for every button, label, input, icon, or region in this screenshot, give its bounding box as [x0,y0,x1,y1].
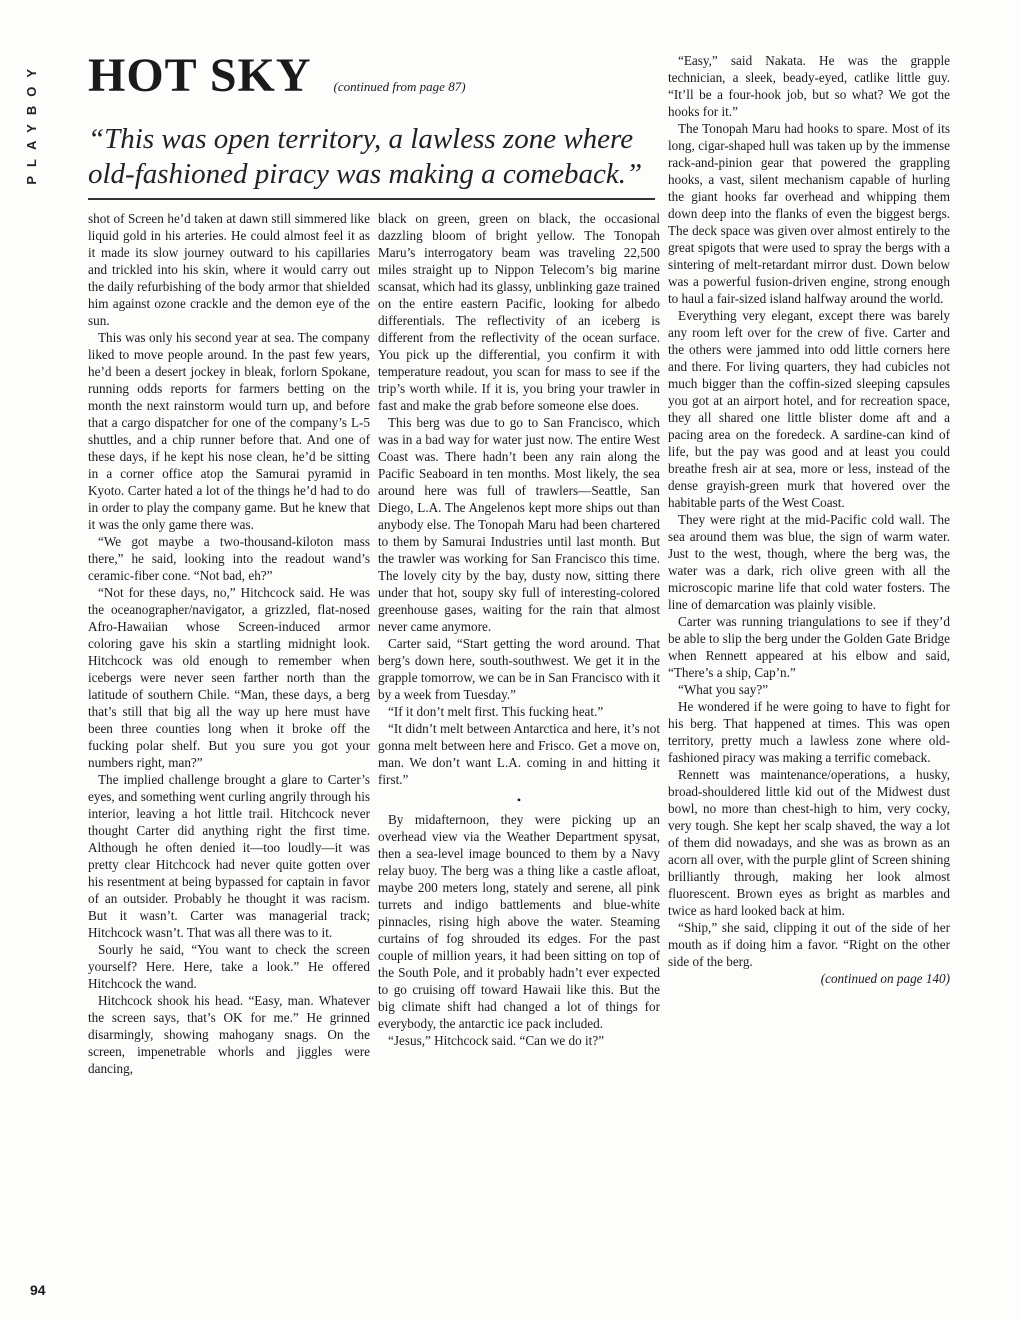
paragraph: Hitchcock shook his head. “Easy, man. Whatever the screen says, that’s OK for me.” He grinned disarmingly, showing mahogany snags. On the screen, impenetrable whorls and jiggles were dancing, [88,993,370,1076]
article-title: HOT SKY [88,49,312,102]
paragraph: “Easy,” said Nakata. He was the grapple technician, a sleek, beady-eyed, catlike little guy. “It’ll be a four-hook job, but so what? We got the hooks for it.” [668,53,950,119]
column-3 [668,52,950,987]
paragraph: “It didn’t melt between Antarctica and here, it’s not gonna melt between here and Frisco. Get a move on, man. We don’t want L.A. coming in and hitting it first.” [378,721,660,787]
section-break-dingbat: • [516,793,522,807]
page-number: 94 [30,1282,46,1298]
paragraph: Carter said, “Start getting the word around. That berg’s down here, south-southwest. We get it in the grapple tomorrow, we can be in San Francisco with it by a week from Tuesday.” [378,636,660,702]
column-2 [378,210,660,1049]
paragraph: Carter was running triangulations to see if they’d be able to slip the berg under the Golden Gate Bridge when Rennett appeared at his elbow and said, “There’s a ship, Cap’n.” [668,614,950,680]
paragraph: “We got maybe a two-thousand-kiloton mass there,” he said, looking into the readout wand’s ceramic-fiber cone. “Not bad, eh?” [88,534,370,583]
paragraph: He wondered if he were going to have to fight for his berg. That happened at times. This was open territory, pretty much a lawless zone where old-fashioned piracy was making a terrific comeback. [668,699,950,765]
paragraph: The implied challenge brought a glare to Carter’s eyes, and something went curling angrily through his interior, leaving a hot little trail. Hitchcock never thought Carter did anything right the first time. Although he often denied it—too loudly—it was pretty clear Hitchcock had never quite gotten over his resentment at being bypassed for captain in favor of an outsider. Probably he thought it was racism. But it wasn’t. Carter was managerial track; Hitchcock wasn’t. That was all there was to it. [88,772,370,940]
paragraph: This berg was due to go to San Francisco, which was in a bad way for water just now. The entire West Coast was. There hadn’t been any rain along the Pacific Seaboard in ten months. Most likely, the sea around here was full of trawlers—Seattle, San Diego, L.A. The Angelenos kept more ships out than anybody else. The Tonopah Maru had been chartered to them by Samurai Industries until last month. But the trawler was working for San Francisco this time. The lovely city by the bay, dusty now, sitting there under that hot, soupy sky full of interesting-colored greenhouse gases, waiting for the rain that almost never came anymore. [378,415,660,634]
paragraph: “Jesus,” Hitchcock said. “Can we do it?” [388,1033,605,1048]
magazine-name: PLAYBOY [24,60,39,185]
column-1 [88,210,370,1077]
paragraph: This was only his second year at sea. The company liked to move people around. In the past few years, he’d been a desert jockey in bleak, forlorn Spokane, running odds reports for farmers betting on the month the next rainstorm would turn up, and before that a cargo dispatcher for one of the company’s L-5 shuttles, and a chip runner before that. And one of these days, if he kept his nose clean, he’d be sitting in a corner office atop the Samurai pyramid in Kyoto. Carter hated a lot of the things he’d had to do in order to play the company game. But he knew that it was the only game there was. [88,330,370,532]
title-row [88,49,648,102]
divider-rule [88,198,655,200]
paragraph: shot of Screen he’d taken at dawn still simmered like liquid gold in his arteries. He could almost feel it as it made its slow journey outward to his capillaries and trickled into his skin, where it would carry out the daily refurbishing of the body armor that shielded him against ozone crackle and the demon eye of the sun. [88,211,370,328]
paragraph: “What you say?” [678,682,769,697]
pull-quote: “This was open territory, a lawless zone where old-fashioned piracy was making a comeback.” [88,123,643,190]
paragraph: “Not for these days, no,” Hitchcock said. He was the oceanographer/navigator, a grizzled, flat-nosed Afro-Hawaiian whose Screen-induced armor coloring gave his skin a startling midnight look. Hitchcock was old enough to remember when icebergs were never seen farther north than the latitude of southern Chile. “Man, these days, a berg that’s still that big all the way up here must have been three counties long when it broke off the fucking polar shelf. But you sure you got your numbers right, man?” [88,585,370,770]
continued-to-note: (continued on page 140) [820,971,950,986]
paragraph: Rennett was maintenance/operations, a husky, broad-shouldered little kid out of the Midwest dust bowl, no more than chest-high to him, very cocky, very tough. She kept her scalp shaved, the way a lot of them did nowadays, and she was as brown as an acorn all over, with the purple glint of Screen shining brilliantly through, making her look almost fluorescent. Brown eyes as bright as marbles and twice as hard looked back at him. [668,767,950,918]
paragraph: Sourly he said, “You want to check the screen yourself? Here. Here, take a look.” He offered Hitchcock the wand. [88,942,370,991]
paragraph: black on green, green on black, the occasional dazzling bloom of bright yellow. The Tonopah Maru’s interrogatory beam was traveling 22,500 miles straight up to Nippon Telecom’s big marine scansat, which had its glassy, unblinking gaze trained on the entire eastern Pacific, looking for albedo differentials. The reflectivity of an iceberg is different from the reflectivity of the ocean surface. You pick up the differential, you confirm it with temperature readout, you scan for mass to see if the trip’s worth while. If it is, you bring your trawler in fast and make the grab before someone else does. [378,211,660,413]
paragraph: They were right at the mid-Pacific cold wall. The sea around them was blue, the sign of warm water. Just to the west, though, where the berg was, the water was a dark, rich olive green with all the microscopic marine life that cold water fosters. The line of demarcation was plainly visible. [668,512,950,612]
paragraph: Everything very elegant, except there was barely any room left over for the crew of five. Carter and the others were jammed into odd little corners here and there. For living quarters, they had cubicles not much bigger than the coffin-sized sleeping capsules you got at an airport hotel, and for recreation space, they all shared one little blister dome aft and a pacing area on the foredeck. A sardine-can kind of life, but the pay was good and at least you could breathe fresh air at sea, more or less, instead of the dense grayish-green murk that hovered over the habitable parts of the West Coast. [668,308,950,510]
paragraph: “If it don’t melt first. This fucking heat.” [388,704,604,719]
paragraph: The Tonopah Maru had hooks to spare. Most of its long, cigar-shaped hull was taken up by the immense rack-and-pinion gear that powered the grappling hooks, a vast, silent mechanism capable of hurling the giant hooks far overhead and whipping them down deep into the flanks of even the biggest bergs. The deck space was given over almost entirely to the great spigots that were used to spray the bergs with a sintering of melt-retardant mirror dust. Down below was a powerful fusion-driven engine, strong enough to haul a fair-sized island halfway around the world. [668,121,950,306]
paragraph: “Ship,” she said, clipping it out of the side of her mouth as if doing him a favor. “Right on the other side of the berg. [668,920,950,969]
paragraph: By midafternoon, they were picking up an overhead view via the Weather Department spysat, then a sea-level image bounced to them by a Navy relay buoy. The berg was a thing like a castle afloat, maybe 200 meters long, stately and serene, all pink turrets and indigo battlements and blue-white pinnacles, rising high above the water. Steaming curtains of fog shrouded its edges. For the past couple of million years, it had been sitting on top of the South Pole, and it probably hadn’t ever expected to go cruising off toward Hawaii like this. But the big climate shift had changed a lot of things for everybody, the antarctic ice pack included. [378,812,660,1031]
continued-from-note: (continued from page 87) [333,79,466,95]
